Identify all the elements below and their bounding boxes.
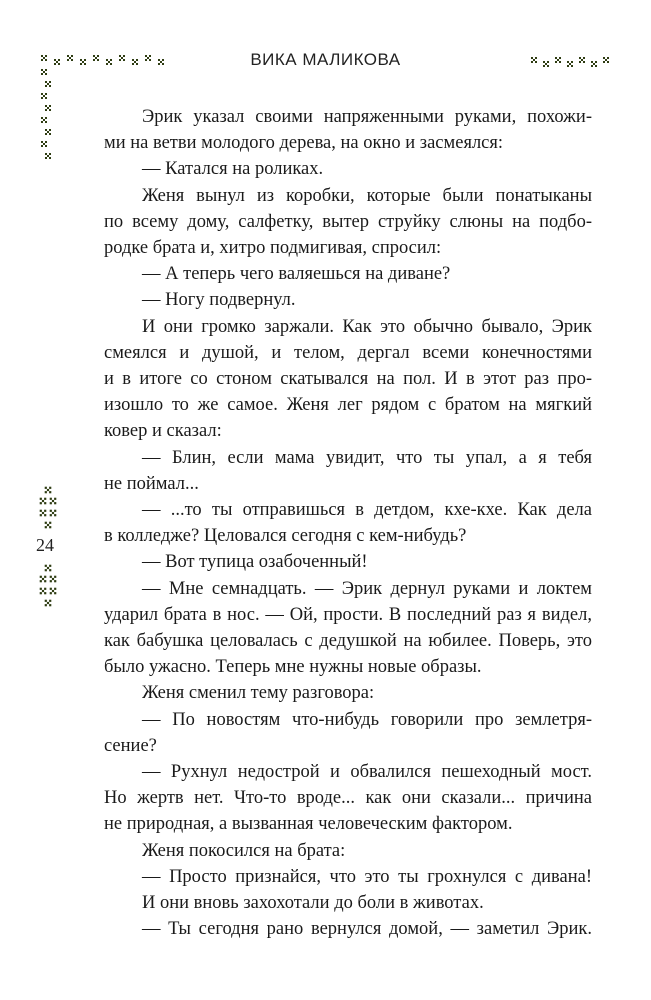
text-line: — Рухнул недострой и обвалился пешеходный мост. xyxy=(142,762,592,783)
text-line: не природная, а вызванная человеческим фактором. xyxy=(104,814,513,835)
text-line: сение? xyxy=(104,735,157,756)
text-line: — Ногу подвернул. xyxy=(142,290,296,311)
text-line: Эрик указал своими напряженными руками, похожи- xyxy=(142,107,592,127)
body-text xyxy=(104,104,592,943)
text-line: — По новостям что-нибудь говорили про землетря- xyxy=(142,709,592,730)
text-line: изошло то же самое. Женя лег рядом с братом на мягкий xyxy=(104,395,592,416)
text-line: И они громко заржали. Как это обычно бывало, Эрик xyxy=(142,316,592,337)
text-line: — Мне семнадцать. — Эрик дернул руками и локтем xyxy=(142,578,592,599)
text-line: Женя вынул из коробки, которые были понатыканы xyxy=(142,185,592,206)
text-line: — Блин, если мама увидит, что ты упал, а я тебя xyxy=(142,447,592,468)
text-line: — ...то ты отправишься в детдом, кхе-кхе. Как дела xyxy=(142,500,592,521)
text-line: как бабушка целовалась с дедушкой на юбилее. Поверь, это xyxy=(104,631,592,652)
text-line: ми на ветви молодого дерева, на окно и засмеялся: xyxy=(104,133,504,154)
page-number: 24 xyxy=(36,535,54,555)
text-line: родке брата и, хитро подмигивая, спросил: xyxy=(104,238,442,259)
cross-stitch-side-ornament-top-icon xyxy=(36,484,60,532)
text-line: — Катался на роликах. xyxy=(142,159,324,180)
text-line: — Ты сегодня рано вернулся домой, — заметил Эрик. xyxy=(142,919,592,940)
text-line: ковер и сказал: xyxy=(104,421,222,442)
text-line: ударил брата в нос. — Ой, прости. В последний раз я видел, xyxy=(104,604,592,625)
text-line: по всему дому, салфетку, вытер струйку слюны на подбо- xyxy=(104,211,592,232)
text-line: — Вот тупица озабоченный! xyxy=(142,552,368,573)
text-line: смеялся и душой, и телом, дергал всеми конечностями xyxy=(104,342,592,363)
cross-stitch-side-ornament-bottom-icon xyxy=(36,562,60,610)
text-line: и в итоге со стоном скатывался на пол. И в этот раз про- xyxy=(104,369,592,390)
text-line: — А теперь чего валяешься на диване? xyxy=(142,264,451,285)
text-line: было ужасно. Теперь мне нужны новые образы. xyxy=(104,657,482,678)
text-line: Женя сменил тему разговора: xyxy=(142,683,375,704)
text-line: Женя покосился на брата: xyxy=(142,840,346,861)
cross-stitch-border-ornament-icon xyxy=(528,50,618,80)
text-line: в колледже? Целовался сегодня с кем-нибудь? xyxy=(104,526,467,547)
text-line: И они вновь захохотали до боли в животах. xyxy=(142,893,484,914)
text-line: — Просто признайся, что это ты грохнулся с дивана! xyxy=(142,866,592,887)
text-line: не поймал... xyxy=(104,473,199,494)
text-line: Но жертв нет. Что-то вроде... как они сказали... причина xyxy=(104,788,592,809)
running-header-author: ВИКА МАЛИКОВА xyxy=(250,50,401,69)
